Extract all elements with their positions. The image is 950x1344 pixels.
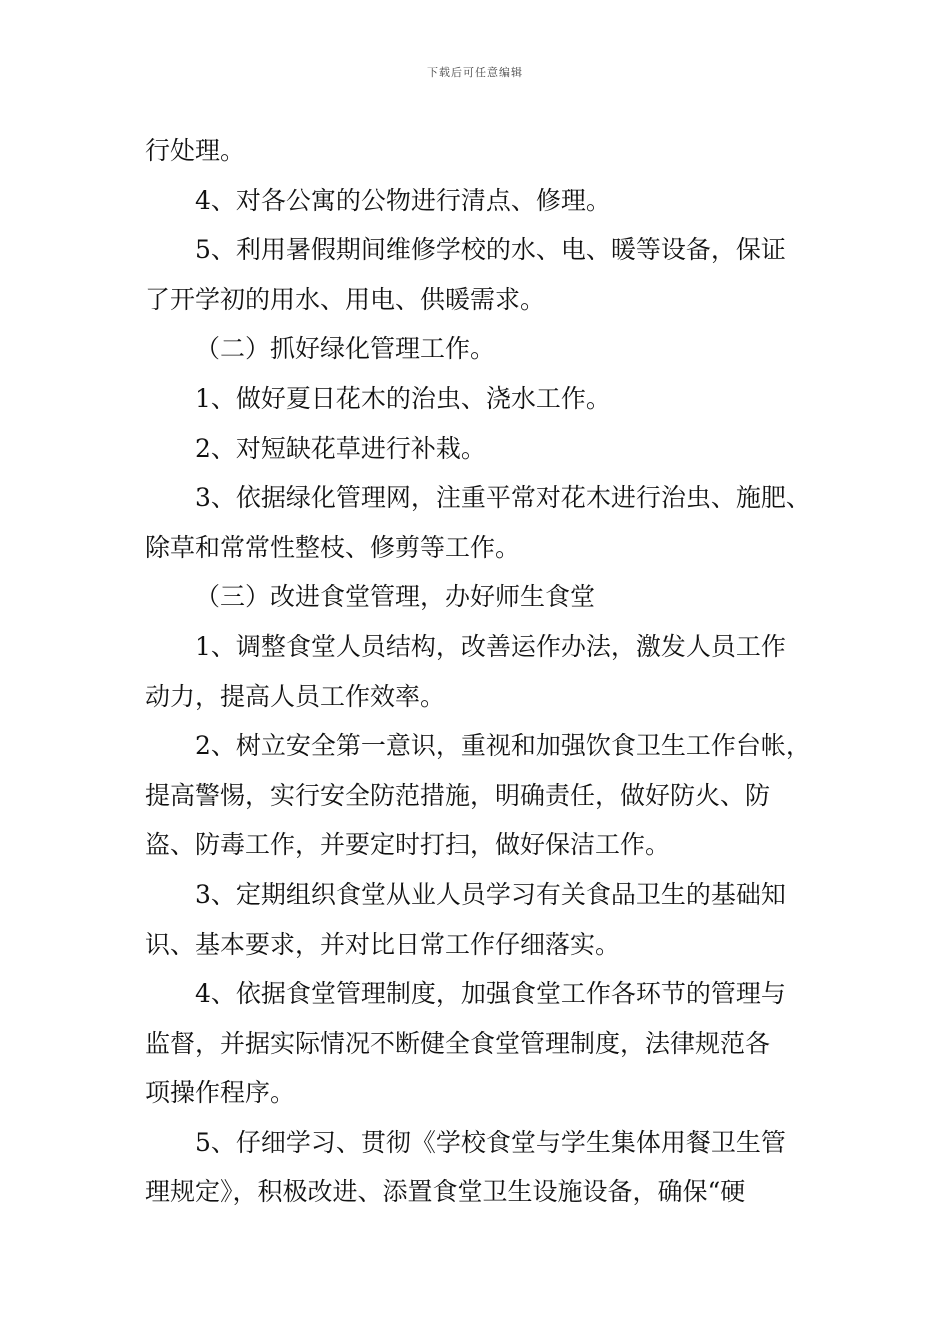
paragraph-line: 行处理。 <box>145 136 246 165</box>
paragraph-line: 除草和常常性整枝、修剪等工作。 <box>145 532 521 562</box>
paragraph-line: 提高警惕，实行安全防范措施，明确责任，做好防火、防 <box>145 780 771 810</box>
paragraph-line: 4、对各公寓的公物进行清点、修理。 <box>195 185 611 215</box>
page-header-note: 下载后可任意编辑 <box>427 66 523 79</box>
paragraph-line: 1、调整食堂人员结构，改善运作办法，激发人员工作 <box>195 631 786 661</box>
paragraph-line: 了开学初的用水、用电、供暖需求。 <box>145 284 546 314</box>
paragraph-line: 4、依据食堂管理制度，加强食堂工作各环节的管理与 <box>195 979 786 1009</box>
paragraph-line: 识、基本要求，并对比日常工作仔细落实。 <box>145 929 621 959</box>
paragraph-line: 2、树立安全第一意识，重视和加强饮食卫生工作台帐， <box>195 731 811 761</box>
paragraph-line: 5、利用暑假期间维修学校的水、电、暖等设备，保证 <box>195 235 786 265</box>
paragraph-line: 1、做好夏日花木的治虫、浇水工作。 <box>195 383 611 413</box>
paragraph-line: 2、对短缺花草进行补栽。 <box>195 433 486 463</box>
paragraph-line: 监督，并据实际情况不断健全食堂管理制度，法律规范各 <box>145 1028 771 1058</box>
paragraph-line: 5、仔细学习、贯彻《学校食堂与学生集体用餐卫生管 <box>195 1127 786 1157</box>
document-body <box>145 126 835 1217</box>
section-heading: （三）改进食堂管理，办好师生食堂 <box>195 582 596 612</box>
paragraph-line: 盗、防毒工作，并要定时打扫，做好保洁工作。 <box>145 830 671 860</box>
paragraph-line: 理规定》，积极改进、添置食堂卫生设施设备，确保“硬 <box>145 1177 746 1207</box>
section-heading: （二）抓好绿化管理工作。 <box>195 334 496 364</box>
paragraph-line: 3、依据绿化管理网，注重平常对花木进行治虫、施肥、 <box>195 483 811 513</box>
paragraph-line: 动力，提高人员工作效率。 <box>145 681 446 711</box>
paragraph-line: 项操作程序。 <box>145 1078 296 1108</box>
paragraph-line: 3、定期组织食堂从业人员学习有关食品卫生的基础知 <box>195 879 786 909</box>
